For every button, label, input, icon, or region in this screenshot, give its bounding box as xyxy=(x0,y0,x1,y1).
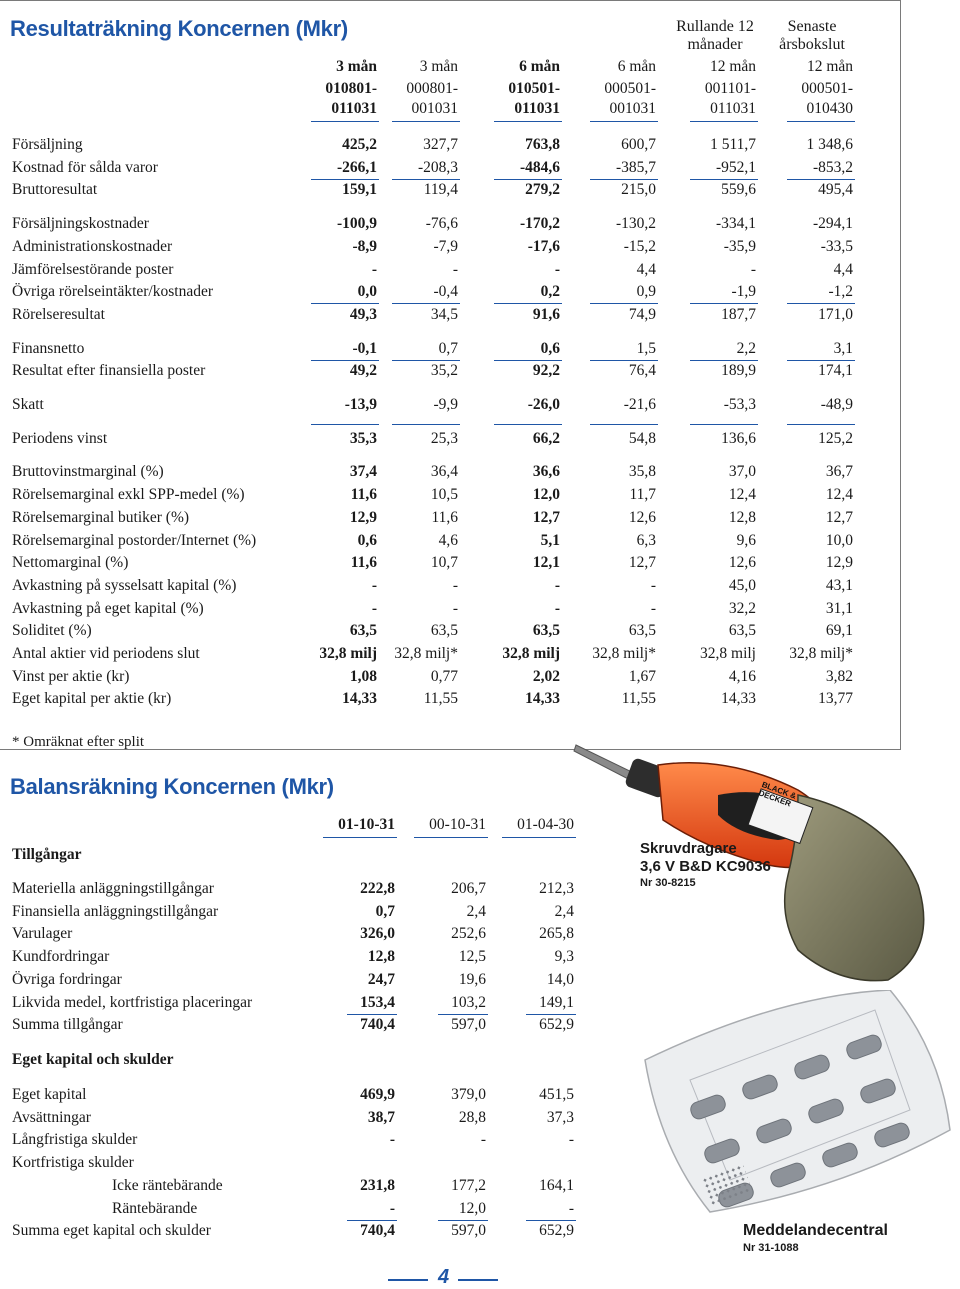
cell: 0,7 xyxy=(375,902,395,920)
cell: 9,6 xyxy=(736,531,756,549)
product-name: Skruvdragare xyxy=(640,840,737,857)
cell: 12,1 xyxy=(532,554,560,572)
cell: 0,6 xyxy=(357,531,377,549)
income-statement-title: Resultaträkning Koncernen (Mkr) xyxy=(10,16,348,41)
column-header: 3 mån xyxy=(419,58,458,75)
cell: 10,5 xyxy=(430,486,458,504)
footnote: * Omräknat efter split xyxy=(12,734,145,750)
cell: -170,2 xyxy=(519,215,560,233)
row-label: Rörelseresultat xyxy=(12,305,105,323)
message-center-image xyxy=(640,990,955,1215)
cell: 0,9 xyxy=(636,283,656,301)
cell-underline xyxy=(690,424,758,425)
cell: -952,1 xyxy=(715,158,756,176)
column-group-label: Rullande 12 månader xyxy=(676,18,754,53)
cell: 66,2 xyxy=(532,429,560,447)
cell: - xyxy=(650,599,656,617)
cell: 4,4 xyxy=(833,260,853,278)
page-number-rule-left xyxy=(388,1279,428,1281)
row-label: Rörelsemarginal postorder/Internet (%) xyxy=(12,531,257,549)
cell: 32,8 milj xyxy=(700,645,756,662)
cell: 103,2 xyxy=(451,993,486,1011)
cell-underline xyxy=(590,303,658,304)
cell: -294,1 xyxy=(812,215,853,233)
header-underline xyxy=(311,121,379,122)
cell: -7,9 xyxy=(433,237,458,255)
drill-brand: BLACK & DECKER xyxy=(757,779,798,809)
cell: -853,2 xyxy=(812,158,853,176)
cell: 0,77 xyxy=(430,667,458,685)
cell: 231,8 xyxy=(360,1176,395,1194)
cell-underline xyxy=(392,424,460,425)
row-label: Försäljningskostnader xyxy=(12,215,149,233)
cell-underline xyxy=(392,360,460,361)
cell-underline xyxy=(311,424,379,425)
column-header: 011031 xyxy=(514,100,560,117)
cell: 11,55 xyxy=(621,690,656,708)
cell: -100,9 xyxy=(336,215,377,233)
cell: 3,1 xyxy=(833,339,853,357)
cell: 2,2 xyxy=(736,339,756,357)
header-underline xyxy=(414,837,488,838)
cell: 12,5 xyxy=(458,948,486,966)
cell: 14,0 xyxy=(546,970,574,988)
cell-underline xyxy=(787,360,855,361)
cell: 1,08 xyxy=(349,667,377,685)
cell: 740,4 xyxy=(360,1016,395,1034)
cell: 597,0 xyxy=(451,1016,486,1034)
cell: 74,9 xyxy=(628,305,656,323)
cell: 12,8 xyxy=(367,948,395,966)
cell: 600,7 xyxy=(621,136,656,153)
cell-underline xyxy=(311,360,379,361)
cell: 326,0 xyxy=(360,925,395,943)
cell: 4,16 xyxy=(728,667,756,685)
cell: -33,5 xyxy=(820,237,853,255)
cell: - xyxy=(568,1131,574,1149)
cell: 740,4 xyxy=(360,1222,395,1240)
cell: 11,6 xyxy=(431,508,458,526)
section-heading: Tillgångar xyxy=(12,846,82,863)
column-header: 010501- xyxy=(508,80,560,97)
cell: 14,33 xyxy=(721,690,756,708)
cell: -26,0 xyxy=(527,396,560,413)
cell: 5,1 xyxy=(540,531,560,549)
cell-underline xyxy=(787,303,855,304)
row-label: Skatt xyxy=(12,396,44,413)
cell: 32,8 milj* xyxy=(789,645,853,662)
cell: 10,0 xyxy=(825,531,853,549)
cell: 14,33 xyxy=(342,690,377,708)
cell: -9,9 xyxy=(433,396,458,413)
column-header: 000501- xyxy=(604,80,656,97)
cell: 32,8 milj xyxy=(502,645,560,662)
cell: 265,8 xyxy=(539,925,574,943)
cell: 37,3 xyxy=(546,1108,574,1126)
cell: -0,4 xyxy=(433,283,458,301)
cell: 12,0 xyxy=(458,1199,486,1217)
row-label: Övriga rörelseintäkter/kostnader xyxy=(12,283,213,301)
row-label: Kostnad för sålda varor xyxy=(12,158,158,176)
cell: -385,7 xyxy=(615,158,656,176)
cell: 24,7 xyxy=(367,970,395,988)
cell-underline xyxy=(494,360,562,361)
cell: 2,4 xyxy=(466,902,486,920)
balance-sheet-title: Balansräkning Koncernen (Mkr) xyxy=(10,774,334,799)
header-underline xyxy=(323,837,397,838)
cell: 206,7 xyxy=(451,880,486,897)
cell: - xyxy=(452,576,458,594)
cell: 4,6 xyxy=(438,531,458,549)
cell: 4,4 xyxy=(636,260,656,278)
cell: 14,33 xyxy=(525,690,560,708)
cell: 187,7 xyxy=(721,305,756,323)
cell: - xyxy=(568,1199,574,1217)
cell: 76,4 xyxy=(628,362,656,380)
cell: -1,2 xyxy=(828,283,853,301)
row-label: Långfristiga skulder xyxy=(12,1131,138,1149)
row-label: Nettomarginal (%) xyxy=(12,554,129,572)
cell: - xyxy=(554,599,560,617)
cell: - xyxy=(389,1199,395,1217)
cell: -8,9 xyxy=(352,237,377,255)
cell: 11,6 xyxy=(350,486,377,504)
cell: 34,5 xyxy=(430,305,458,323)
cell: 32,8 milj* xyxy=(394,645,458,662)
cell: 43,1 xyxy=(825,576,853,594)
cell: 652,9 xyxy=(539,1016,574,1034)
cell-underline xyxy=(526,1014,576,1015)
cell: -17,6 xyxy=(527,237,560,255)
cell-underline xyxy=(590,360,658,361)
cell-underline xyxy=(494,179,562,180)
cell: 37,4 xyxy=(349,463,377,481)
header-underline xyxy=(392,121,460,122)
cell: 10,7 xyxy=(430,554,458,572)
row-label: Varulager xyxy=(12,925,73,943)
cell-underline xyxy=(526,1220,576,1221)
page-number-rule-right xyxy=(458,1279,498,1281)
header-underline xyxy=(502,837,576,838)
cell: 63,5 xyxy=(430,622,458,640)
product-code-2: Nr 31-1088 xyxy=(743,1242,799,1254)
cell: 252,6 xyxy=(451,925,486,943)
row-label: Administrationskostnader xyxy=(12,237,173,255)
cell: 35,3 xyxy=(349,429,377,447)
cell-underline xyxy=(787,424,855,425)
row-label: Materiella anläggningstillgångar xyxy=(12,880,214,897)
cell-underline xyxy=(787,179,855,180)
cell: 92,2 xyxy=(532,362,560,380)
cell: 63,5 xyxy=(728,622,756,640)
cell: 37,0 xyxy=(728,463,756,481)
column-header: 010801- xyxy=(325,80,377,97)
cell-underline xyxy=(311,303,379,304)
cell: 36,4 xyxy=(430,463,458,481)
cell: 12,9 xyxy=(349,508,377,526)
cell: 1 348,6 xyxy=(806,136,853,153)
cell: 63,5 xyxy=(532,622,560,640)
cell: 49,3 xyxy=(349,305,377,323)
cell: 119,4 xyxy=(423,181,458,199)
cell: 1,5 xyxy=(636,339,656,357)
row-label: Finansnetto xyxy=(12,339,85,357)
cell: 597,0 xyxy=(451,1222,486,1240)
cell: 495,4 xyxy=(818,181,853,199)
cell: 11,55 xyxy=(423,690,458,708)
column-header: 3 mån xyxy=(336,58,377,75)
column-header: 001101- xyxy=(704,80,756,97)
column-header: 00-10-31 xyxy=(429,816,486,833)
cell: 153,4 xyxy=(360,993,395,1011)
cell: 12,8 xyxy=(728,508,756,526)
cell: 469,9 xyxy=(360,1086,395,1103)
row-label: Kundfordringar xyxy=(12,948,110,966)
row-label: Jämförelsestörande poster xyxy=(12,260,174,278)
cell-underline xyxy=(690,179,758,180)
cell-underline xyxy=(690,360,758,361)
row-label: Räntebärande xyxy=(112,1199,198,1217)
row-label: Försäljning xyxy=(12,136,83,153)
cell: -130,2 xyxy=(615,215,656,233)
row-label: Resultat efter finansiella poster xyxy=(12,362,206,380)
cell: 63,5 xyxy=(349,622,377,640)
cell: 12,7 xyxy=(532,508,560,526)
cell: 559,6 xyxy=(721,181,756,199)
row-label: Eget kapital xyxy=(12,1086,87,1103)
cell: -15,2 xyxy=(623,237,656,255)
cell: 189,9 xyxy=(721,362,756,380)
column-header: 000501- xyxy=(801,80,853,97)
cell: 13,77 xyxy=(818,690,853,708)
cell: 222,8 xyxy=(360,880,395,897)
cell-underline xyxy=(494,303,562,304)
column-group-label: Senaste årsbokslut xyxy=(779,18,845,53)
row-label: Avkastning på eget kapital (%) xyxy=(12,599,204,617)
row-label: Rörelsemarginal exkl SPP-medel (%) xyxy=(12,486,245,504)
row-label: Avkastning på sysselsatt kapital (%) xyxy=(12,576,237,594)
header-underline xyxy=(690,121,758,122)
cell: 12,7 xyxy=(825,508,853,526)
row-label: Likvida medel, kortfristiga placeringar xyxy=(12,993,253,1011)
cell: 451,5 xyxy=(539,1086,574,1103)
cell-underline xyxy=(347,1014,397,1015)
cell: - xyxy=(750,260,756,278)
cell: 2,02 xyxy=(532,667,560,685)
cell: 36,7 xyxy=(825,463,853,481)
page-number: 4 xyxy=(438,1266,450,1288)
cell: 1 511,7 xyxy=(710,136,756,153)
row-label: Vinst per aktie (kr) xyxy=(12,667,130,685)
cell: 32,2 xyxy=(728,599,756,617)
cell: - xyxy=(371,576,377,594)
cell: 215,0 xyxy=(621,181,656,199)
cell: 19,6 xyxy=(458,970,486,988)
cell: - xyxy=(452,599,458,617)
cell: 0,6 xyxy=(540,339,560,357)
cell: 171,0 xyxy=(818,305,853,323)
cell: - xyxy=(650,576,656,594)
column-header: 01-04-30 xyxy=(517,816,574,833)
cell: 12,7 xyxy=(628,554,656,572)
column-header: 6 mån xyxy=(617,58,656,75)
column-header: 12 mån xyxy=(806,58,853,75)
row-label: Icke räntebärande xyxy=(112,1176,223,1194)
cell: -21,6 xyxy=(623,396,656,413)
column-header: 001031 xyxy=(609,100,656,117)
cell: -48,9 xyxy=(820,396,853,413)
cell: 652,9 xyxy=(539,1222,574,1240)
cell: 0,0 xyxy=(357,283,377,301)
cell: 0,7 xyxy=(438,339,458,357)
cell: -35,9 xyxy=(723,237,756,255)
column-header: 010430 xyxy=(806,100,853,117)
cell: - xyxy=(371,599,377,617)
cell: 136,6 xyxy=(721,429,756,447)
cell: 425,2 xyxy=(342,136,377,153)
cell: 32,8 milj* xyxy=(592,645,656,662)
row-label: Periodens vinst xyxy=(12,429,108,447)
column-header: 01-10-31 xyxy=(338,816,395,833)
row-label: Kortfristiga skulder xyxy=(12,1154,134,1172)
row-label: Rörelsemarginal butiker (%) xyxy=(12,508,190,526)
cell: 212,3 xyxy=(539,880,574,897)
cell: -484,6 xyxy=(519,158,560,176)
cell: - xyxy=(371,260,377,278)
cell-underline xyxy=(438,1014,488,1015)
cell: 28,8 xyxy=(458,1108,486,1126)
cell: 125,2 xyxy=(818,429,853,447)
cell: 32,8 milj xyxy=(319,645,377,662)
cell: 31,1 xyxy=(825,599,853,617)
row-label: Övriga fordringar xyxy=(12,970,122,988)
column-header: 011031 xyxy=(331,100,377,117)
cell-underline xyxy=(590,179,658,180)
cell: 35,2 xyxy=(430,362,458,380)
section-heading: Eget kapital och skulder xyxy=(12,1051,174,1068)
cell: 54,8 xyxy=(628,429,656,447)
cell: -53,3 xyxy=(723,396,756,413)
cell: - xyxy=(554,260,560,278)
cell: - xyxy=(480,1131,486,1149)
cell: 91,6 xyxy=(532,305,560,323)
row-label: Antal aktier vid periodens slut xyxy=(12,645,200,662)
cell-underline xyxy=(690,303,758,304)
cell: - xyxy=(389,1131,395,1149)
cell-underline xyxy=(347,1220,397,1221)
cell: 9,3 xyxy=(554,948,574,966)
row-label: Finansiella anläggningstillgångar xyxy=(12,902,219,920)
cell: 1,67 xyxy=(628,667,656,685)
header-underline xyxy=(494,121,562,122)
cell: 63,5 xyxy=(628,622,656,640)
cell: 763,8 xyxy=(525,136,560,153)
cell: 327,7 xyxy=(423,136,458,153)
cell: 11,7 xyxy=(629,486,656,504)
cell: 164,1 xyxy=(539,1176,574,1194)
cell: 177,2 xyxy=(451,1176,486,1194)
cell: 45,0 xyxy=(728,576,756,594)
cell: 279,2 xyxy=(525,181,560,199)
cell: 69,1 xyxy=(825,622,853,640)
row-label: Summa eget kapital och skulder xyxy=(12,1222,211,1240)
cell-underline xyxy=(438,1220,488,1221)
cell: 12,0 xyxy=(532,486,560,504)
cell: 0,2 xyxy=(540,283,560,301)
cell: 12,4 xyxy=(728,486,756,504)
row-label: Summa tillgångar xyxy=(12,1016,123,1034)
product-code: Nr 30-8215 xyxy=(640,877,696,889)
cell: - xyxy=(554,576,560,594)
cell: - xyxy=(452,260,458,278)
cell: 2,4 xyxy=(554,902,574,920)
row-label: Soliditet (%) xyxy=(12,622,92,640)
cell: -1,9 xyxy=(731,283,756,301)
cell: 49,2 xyxy=(349,362,377,380)
cell: -334,1 xyxy=(715,215,756,233)
cell: 6,3 xyxy=(636,531,656,549)
header-underline xyxy=(787,121,855,122)
column-header: 000801- xyxy=(406,80,458,97)
cell: 25,3 xyxy=(430,429,458,447)
product-name-2: Meddelandecentral xyxy=(743,1222,888,1239)
cell: 12,6 xyxy=(628,508,656,526)
cell-underline xyxy=(392,303,460,304)
cell: 379,0 xyxy=(451,1086,486,1103)
cell-underline xyxy=(494,424,562,425)
column-header: 6 mån xyxy=(519,58,560,75)
product-model: 3,6 V B&D KC9036 xyxy=(640,858,771,875)
cell: -76,6 xyxy=(425,215,458,233)
cell: 3,82 xyxy=(825,667,853,685)
cell-underline xyxy=(590,424,658,425)
cell: 11,6 xyxy=(350,554,377,572)
cell: 159,1 xyxy=(342,181,377,199)
cell-underline xyxy=(311,179,379,180)
cell: -0,1 xyxy=(352,339,377,357)
row-label: Eget kapital per aktie (kr) xyxy=(12,690,172,708)
row-label: Bruttoresultat xyxy=(12,181,98,199)
cell: 38,7 xyxy=(367,1108,395,1126)
cell: -266,1 xyxy=(336,158,377,176)
header-underline xyxy=(590,121,658,122)
cell: 36,6 xyxy=(532,463,560,481)
column-header: 011031 xyxy=(710,100,756,117)
cell: 12,4 xyxy=(825,486,853,504)
cell: 12,6 xyxy=(728,554,756,572)
row-label: Bruttovinstmarginal (%) xyxy=(12,463,164,481)
cell: 174,1 xyxy=(818,362,853,380)
cell: 149,1 xyxy=(539,993,574,1011)
cell-underline xyxy=(392,179,460,180)
column-header: 001031 xyxy=(411,100,458,117)
row-label: Avsättningar xyxy=(12,1108,91,1126)
cell: -13,9 xyxy=(344,396,377,413)
cell: 12,9 xyxy=(825,554,853,572)
cell: -208,3 xyxy=(417,158,458,176)
column-header: 12 mån xyxy=(709,58,756,75)
cell: 35,8 xyxy=(628,463,656,481)
